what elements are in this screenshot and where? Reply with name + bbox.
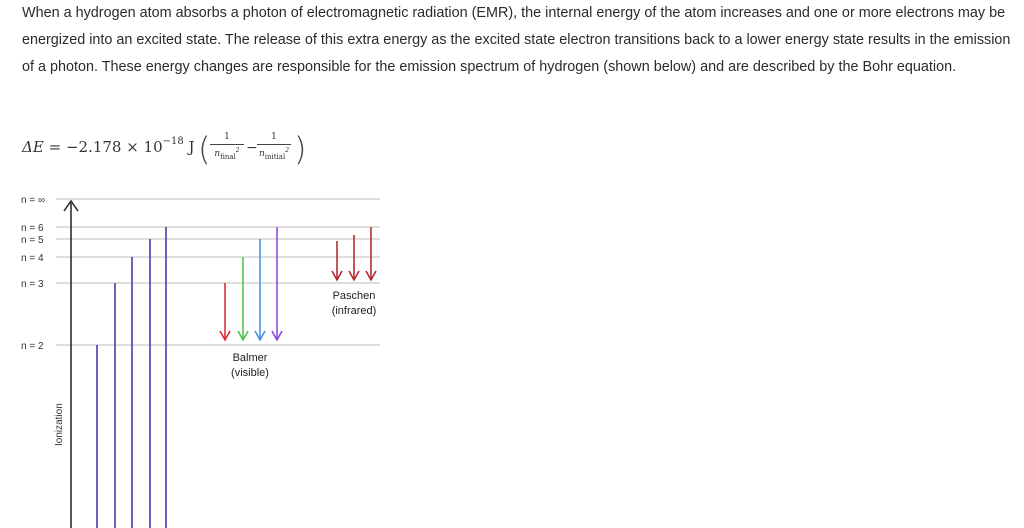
equals-sign: = <box>48 138 62 156</box>
square-sup: 2 <box>285 147 290 154</box>
frac-final-numerator: 1 <box>224 132 230 142</box>
paschen-sublabel: (infrared) <box>331 305 377 317</box>
left-paren: ( <box>198 130 211 168</box>
right-paren: ) <box>294 130 307 168</box>
level-label-n5: n = 5 <box>21 235 44 246</box>
n-symbol: n <box>258 149 265 159</box>
delta-e-symbol: ΔE <box>22 138 44 156</box>
level-label-n6: n = 6 <box>21 223 44 234</box>
balmer-sublabel: (visible) <box>231 367 269 379</box>
level-label-n3: n = 3 <box>21 279 44 290</box>
level-label-n2: n = 2 <box>21 341 44 352</box>
coefficient: −2.178 × 10 <box>65 138 163 156</box>
level-label-ninf: n = ∞ <box>21 195 46 206</box>
exponent: −18 <box>162 136 184 147</box>
final-subscript: final <box>220 152 236 161</box>
paschen-label: Paschen <box>332 290 376 302</box>
intro-paragraph: When a hydrogen atom absorbs a photon of electromagnetic radiation (EMR), the internal energy of the atom increases and one or more electrons may be energized into an excited state. The release of this extra energy as the excited state electron transitions back to a lower energy state results in the emission of a photon. These energy changes are responsible for the emission spectrum of hydrogen (shown below) and are described by the Bohr equation. <box>22 5 1011 75</box>
n-symbol: n <box>214 149 221 159</box>
ionization-label: Ionization <box>54 403 65 446</box>
frac-minus: − <box>246 140 258 156</box>
balmer-label: Balmer <box>232 352 268 364</box>
frac-initial-numerator: 1 <box>271 132 277 142</box>
level-label-n4: n = 4 <box>21 253 44 264</box>
initial-subscript: initial <box>264 152 286 161</box>
square-sup: 2 <box>235 147 240 154</box>
unit: J <box>188 138 195 156</box>
